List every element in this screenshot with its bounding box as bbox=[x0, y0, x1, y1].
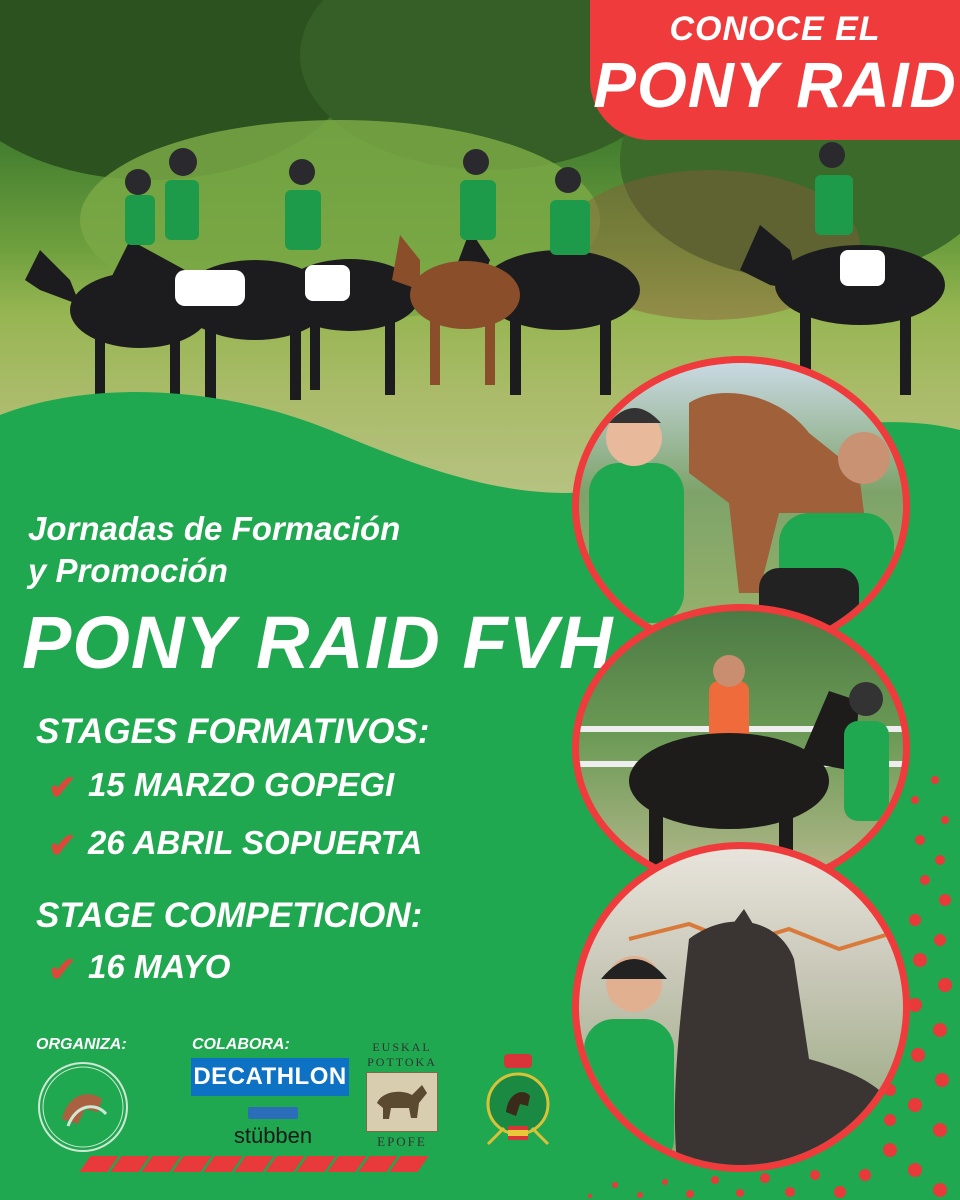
stubben-mark bbox=[248, 1107, 298, 1119]
header-banner bbox=[590, 0, 960, 140]
stage-item-2: 26 ABRIL SOPUERTA bbox=[88, 824, 423, 861]
decorative-stripes bbox=[85, 1156, 457, 1174]
banner-line2: PONY RAID bbox=[593, 49, 957, 121]
banner-line1: CONOCE EL bbox=[669, 10, 881, 48]
check-icon: ✔ bbox=[48, 769, 77, 807]
euskal-pottoka-logo bbox=[362, 1040, 442, 1152]
check-icon: ✔ bbox=[48, 827, 77, 865]
euskal-text: EUSKAL bbox=[372, 1040, 432, 1054]
stubben-text: stübben bbox=[233, 1123, 313, 1148]
check-icon: ✔ bbox=[48, 951, 77, 989]
colabora-label: COLABORA: bbox=[192, 1036, 290, 1053]
circle-photo-3 bbox=[572, 842, 910, 1172]
subtitle-line2: y Promoción bbox=[28, 552, 228, 589]
stages-formativos-heading: STAGES FORMATIVOS: bbox=[36, 712, 430, 751]
stage-item-1: 15 MARZO GOPEGI bbox=[88, 766, 395, 803]
pottoka-text: POTTOKA bbox=[367, 1055, 437, 1069]
fvh-logo-graphic bbox=[40, 1064, 126, 1150]
stage-competicion-heading: STAGE COMPETICION: bbox=[36, 896, 423, 935]
main-title: PONY RAID FVH bbox=[22, 601, 614, 684]
military-emblem-logo bbox=[482, 1052, 554, 1148]
stubben-logo bbox=[218, 1106, 328, 1150]
fvh-logo bbox=[38, 1062, 128, 1152]
subtitle bbox=[28, 508, 458, 592]
subtitle-line1: Jornadas de Formación bbox=[28, 510, 401, 547]
competicion-item-1: 16 MAYO bbox=[88, 948, 231, 985]
decathlon-logo: DECATHLON bbox=[191, 1058, 349, 1096]
rider-with-pony-illustration bbox=[579, 849, 910, 1172]
pottoka-horse-icon bbox=[366, 1072, 438, 1132]
organiza-label: ORGANIZA: bbox=[36, 1036, 127, 1053]
epofe-text: EPOFE bbox=[377, 1134, 427, 1149]
